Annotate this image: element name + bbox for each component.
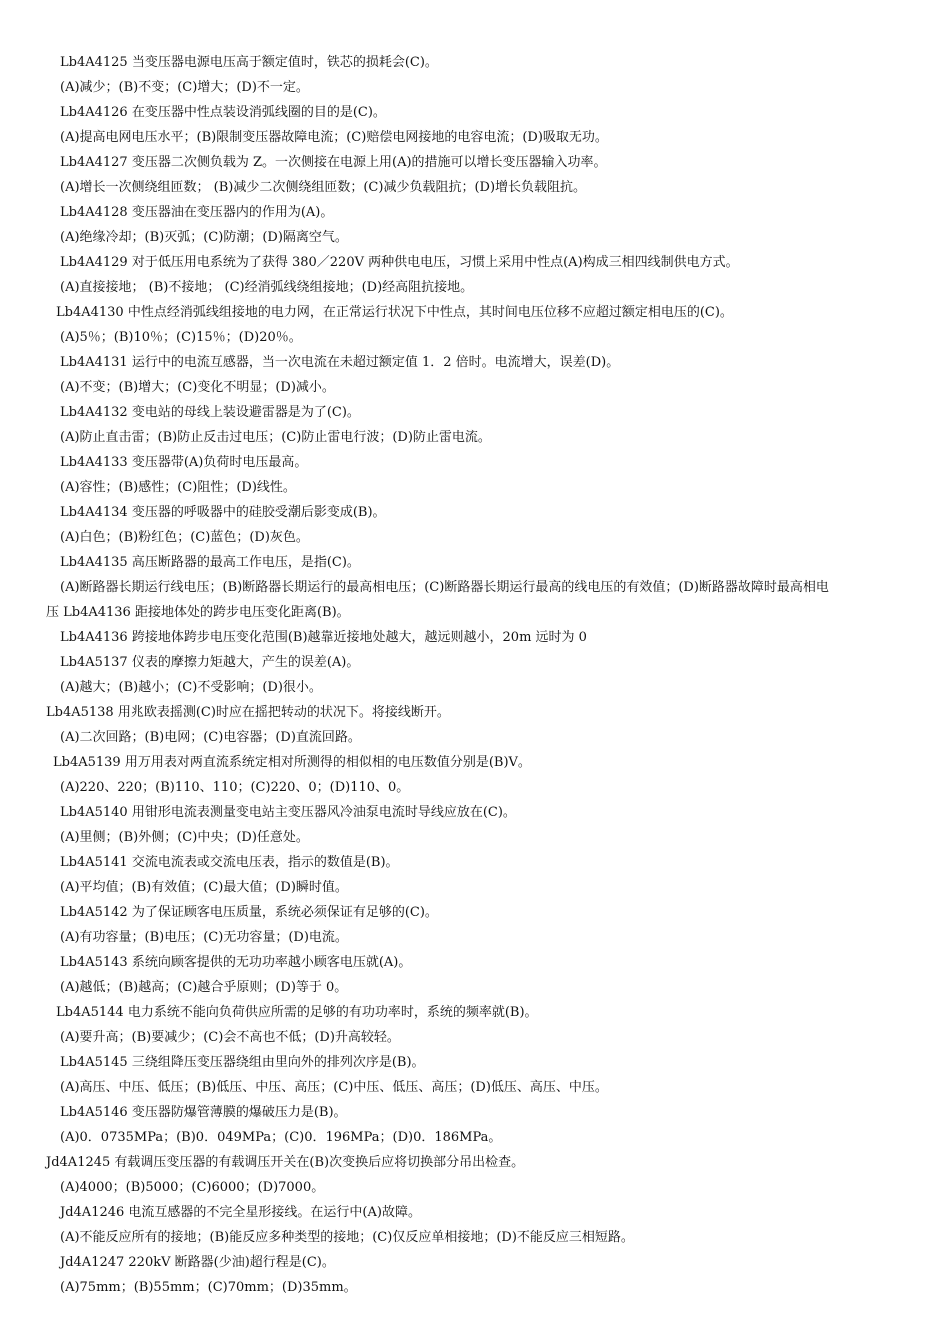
text-line: Lb4A5143 系统向顾客提供的无功功率越小顾客电压就(A)。 <box>60 955 412 970</box>
text-line: Jd4A1245 有载调压变压器的有载调压开关在(B)次变换后应将切换部分吊出检查。 <box>46 1155 525 1170</box>
text-line: Lb4A5144 电力系统不能向负荷供应所需的足够的有功功率时，系统的频率就(B)。 <box>56 1005 538 1020</box>
text-line: (A)高压、中压、低压；(B)低压、中压、高压；(C)中压、低压、高压；(D)低压、高压、中压。 <box>60 1080 608 1095</box>
text-line: Lb4A5138 用兆欧表摇测(C)时应在摇把转动的状况下。将接线断开。 <box>46 705 450 720</box>
text-line: (A)断路器长期运行线电压；(B)断路器长期运行的最高相电压；(C)断路器长期运行最高的线电压的有效值；(D)断路器故障时最高相电 <box>60 580 829 595</box>
text-line: (A)4000；(B)5000；(C)6000；(D)7000。 <box>60 1180 325 1195</box>
text-line: Lb4A4134 变压器的呼吸器中的硅胶受潮后影变成(B)。 <box>60 505 386 520</box>
text-line: (A)有功容量；(B)电压；(C)无功容量；(D)电流。 <box>60 930 348 945</box>
text-line: (A)里侧；(B)外侧；(C)中央；(D)任意处。 <box>60 830 309 845</box>
text-line: Lb4A4132 变电站的母线上装设避雷器是为了(C)。 <box>60 405 360 420</box>
text-line: (A)越低；(B)越高；(C)越合乎原则；(D)等于 0。 <box>60 980 348 995</box>
text-line: (A)减少；(B)不变；(C)增大；(D)不一定。 <box>60 80 309 95</box>
text-line: (A)提高电网电压水平；(B)限制变压器故障电流；(C)赔偿电网接地的电容电流；(D)吸取无功。 <box>60 130 608 145</box>
text-line: Lb4A4133 变压器带(A)负荷时电压最高。 <box>60 455 308 470</box>
text-line: (A)不能反应所有的接地；(B)能反应多种类型的接地；(C)仅反应单相接地；(D)不能反应三相短路。 <box>60 1230 634 1245</box>
text-line: (A)75mm；(B)55mm；(C)70mm；(D)35mm。 <box>60 1280 357 1295</box>
text-line: (A)不变；(B)增大；(C)变化不明显；(D)减小。 <box>60 380 335 395</box>
text-line: (A)要升高；(B)要减少；(C)会不高也不低；(D)升高较轻。 <box>60 1030 400 1045</box>
text-line: Jd4A1246 电流互感器的不完全星形接线。在运行中(A)故障。 <box>60 1205 421 1220</box>
text-line: (A)平均值；(B)有效值；(C)最大值；(D)瞬时值。 <box>60 880 348 895</box>
text-line: Lb4A5145 三绕组降压变压器绕组由里向外的排列次序是(B)。 <box>60 1055 425 1070</box>
text-line: Lb4A4128 变压器油在变压器内的作用为(A)。 <box>60 205 334 220</box>
text-line: Lb4A5141 交流电流表或交流电压表，指示的数值是(B)。 <box>60 855 399 870</box>
text-line: Lb4A5139 用万用表对两直流系统定相对所测得的相似相的电压数值分别是(B)V。 <box>53 755 531 770</box>
document-page <box>0 50 950 1300</box>
text-line: 压 Lb4A4136 距接地体处的跨步电压变化距离(B)。 <box>46 605 350 620</box>
text-line: Lb4A4130 中性点经消弧线组接地的电力网，在正常运行状况下中性点，其时间电压位移不应超过额定相电压的(C)。 <box>56 305 733 320</box>
text-line: Jd4A1247 220kV 断路器(少油)超行程是(C)。 <box>60 1255 335 1270</box>
text-line: Lb4A5142 为了保证顾客电压质量，系统必须保证有足够的(C)。 <box>60 905 438 920</box>
text-line: Lb4A5140 用钳形电流表测量变电站主变压器风冷油泵电流时导线应放在(C)。 <box>60 805 516 820</box>
text-line: (A)二次回路；(B)电网；(C)电容器；(D)直流回路。 <box>60 730 361 745</box>
text-line: (A)白色；(B)粉红色；(C)蓝色；(D)灰色。 <box>60 530 309 545</box>
text-line: Lb4A5146 变压器防爆管薄膜的爆破压力是(B)。 <box>60 1105 347 1120</box>
text-line: Lb4A4135 高压断路器的最高工作电压，是指(C)。 <box>60 555 360 570</box>
text-line: (A)防止直击雷；(B)防止反击过电压；(C)防止雷电行波；(D)防止雷电流。 <box>60 430 491 445</box>
text-line: (A)220、220；(B)110、110；(C)220、0；(D)110、0。 <box>60 780 410 795</box>
text-line: (A)绝缘冷却；(B)灭弧；(C)防潮；(D)隔离空气。 <box>60 230 348 245</box>
text-line: Lb4A5137 仪表的摩擦力矩越大，产生的误差(A)。 <box>60 655 360 670</box>
text-line: Lb4A4127 变压器二次侧负载为 Z。一次侧接在电源上用(A)的措施可以增长变压器输入功率。 <box>60 155 607 170</box>
text-line: Lb4A4131 运行中的电流互感器，当一次电流在未超过额定值 1．2 倍时。电流增大，误差(D)。 <box>60 355 620 370</box>
text-line: (A)直接接地； (B)不接地； (C)经消弧线绕组接地；(D)经高阻抗接地。 <box>60 280 474 295</box>
text-line: Lb4A4129 对于低压用电系统为了获得 380／220V 两种供电电压，习惯上采用中性点(A)构成三相四线制供电方式。 <box>60 255 739 270</box>
text-line: (A)增长一次侧绕组匝数； (B)减少二次侧绕组匝数；(C)减少负载阻抗；(D)增长负载阻抗。 <box>60 180 587 195</box>
text-line: (A)5％；(B)10％；(C)15％；(D)20％。 <box>60 330 302 345</box>
text-line: Lb4A4125 当变压器电源电压高于额定值时，铁芯的损耗会(C)。 <box>60 55 438 70</box>
text-line: (A)0．0735MPa；(B)0．049MPa；(C)0．196MPa；(D)0．186MPa。 <box>60 1130 502 1145</box>
text-line: (A)容性；(B)感性；(C)阻性；(D)线性。 <box>60 480 296 495</box>
text-line: Lb4A4126 在变压器中性点装设消弧线圈的目的是(C)。 <box>60 105 386 120</box>
text-line: Lb4A4136 跨接地体跨步电压变化范围(B)越靠近接地处越大，越远则越小，20m 远时为 0 <box>60 630 587 645</box>
text-line: (A)越大；(B)越小；(C)不受影响；(D)很小。 <box>60 680 322 695</box>
